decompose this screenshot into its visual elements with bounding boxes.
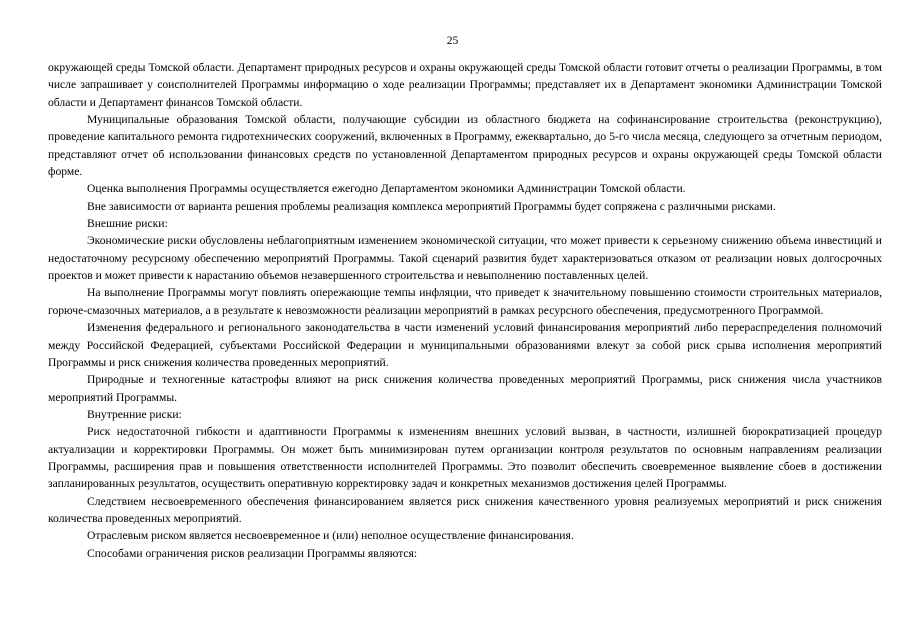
paragraph-sector-risk: Отраслевым риском является несвоевременное и (или) неполное осуществление финансирования.: [87, 529, 574, 543]
paragraph-legislation-risks: Изменения федерального и регионального законодательства в части изменений условий финансирования мероприятий либо перераспределения полномочий между Российской Федерацией, субъектами Российской Федерации и муниципальными образованиями влекут за собой риск срыва исполнения мероприятий Программы и риск снижения количества проведенных мероприятий.: [48, 321, 882, 369]
paragraph-risk-mitigation-intro: Способами ограничения рисков реализации Программы являются:: [87, 546, 418, 560]
paragraph-funding-delay-risks: Следствием несвоевременного обеспечения финансированием является риск снижения качественного уровня реализуемых мероприятий и риск снижения количества проведенных мероприятий.: [48, 494, 882, 525]
heading-external-risks: Внешние риски:: [87, 217, 168, 231]
paragraph-report-preparation: окружающей среды Томской области. Департамент природных ресурсов и охраны окружающей среды Томской области готовит отчеты о реализации Программы, в том числе запрашивает у соисполнителей Программы информацию о ходе реализации Программы; представляет их в Департамент экономики Администрации Томской области и Департамент финансов Томской области.: [48, 61, 882, 109]
paragraph-flexibility-risks: Риск недостаточной гибкости и адаптивности Программы к изменениям внешних условий вызван, в частности, излишней бюрократизацией процедур актуализации и корректировки Программы. Он может быть минимизирован путем организации контроля результатов по основным направлениям реализации Программы, расширения прав и повышения ответственности исполнителей Программы. Это позволит обеспечить своевременное выявление сбоев в достижении запланированных результатов, осуществить оперативную корректировку задач и конкретных механизмов достижения целей Программы.: [48, 425, 882, 491]
paragraph-evaluation: Оценка выполнения Программы осуществляется ежегодно Департаментом экономики Администрации Томской области.: [87, 182, 686, 196]
heading-internal-risks: Внутренние риски:: [87, 407, 182, 421]
page-number: 25: [446, 35, 459, 47]
document-body: [48, 59, 882, 562]
paragraph-risks-intro: Вне зависимости от варианта решения проблемы реализация комплекса мероприятий Программы будет сопряжена с различными рисками.: [87, 199, 776, 213]
paragraph-inflation-risks: На выполнение Программы могут повлиять опережающие темпы инфляции, что приведет к значительному повышению стоимости строительных материалов, горюче-смазочных материалов, а в результате к невозможности реализации мероприятий в рамках ресурсного обеспечения, предусмотренного Программой.: [48, 286, 882, 317]
paragraph-municipal-reports: Муниципальные образования Томской области, получающие субсидии из областного бюджета на софинансирование строительства (реконструкцию), проведение капитального ремонта гидротехнических сооружений, включенных в Программу, ежеквартально, до 5-го числа месяца, следующего за отчетным периодом, представляют отчет об использовании финансовых средств по установленной Департаментом природных ресурсов и охраны окружающей среды Томской области форме.: [48, 113, 882, 179]
paragraph-economic-risks: Экономические риски обусловлены неблагоприятным изменением экономической ситуации, что может привести к серьезному снижению объема инвестиций и недостаточному ресурсному обеспечению мероприятий Программы. Такой сценарий развития будет характеризоваться отказом от реализации новых долгосрочных проектов и может привести к нарастанию объемов незавершенного строительства и невыполнению поставленных целей.: [48, 234, 882, 283]
paragraph-disaster-risks: Природные и техногенные катастрофы влияют на риск снижения количества проведенных мероприятий Программы, риск снижения числа участников мероприятий Программы.: [48, 373, 882, 404]
